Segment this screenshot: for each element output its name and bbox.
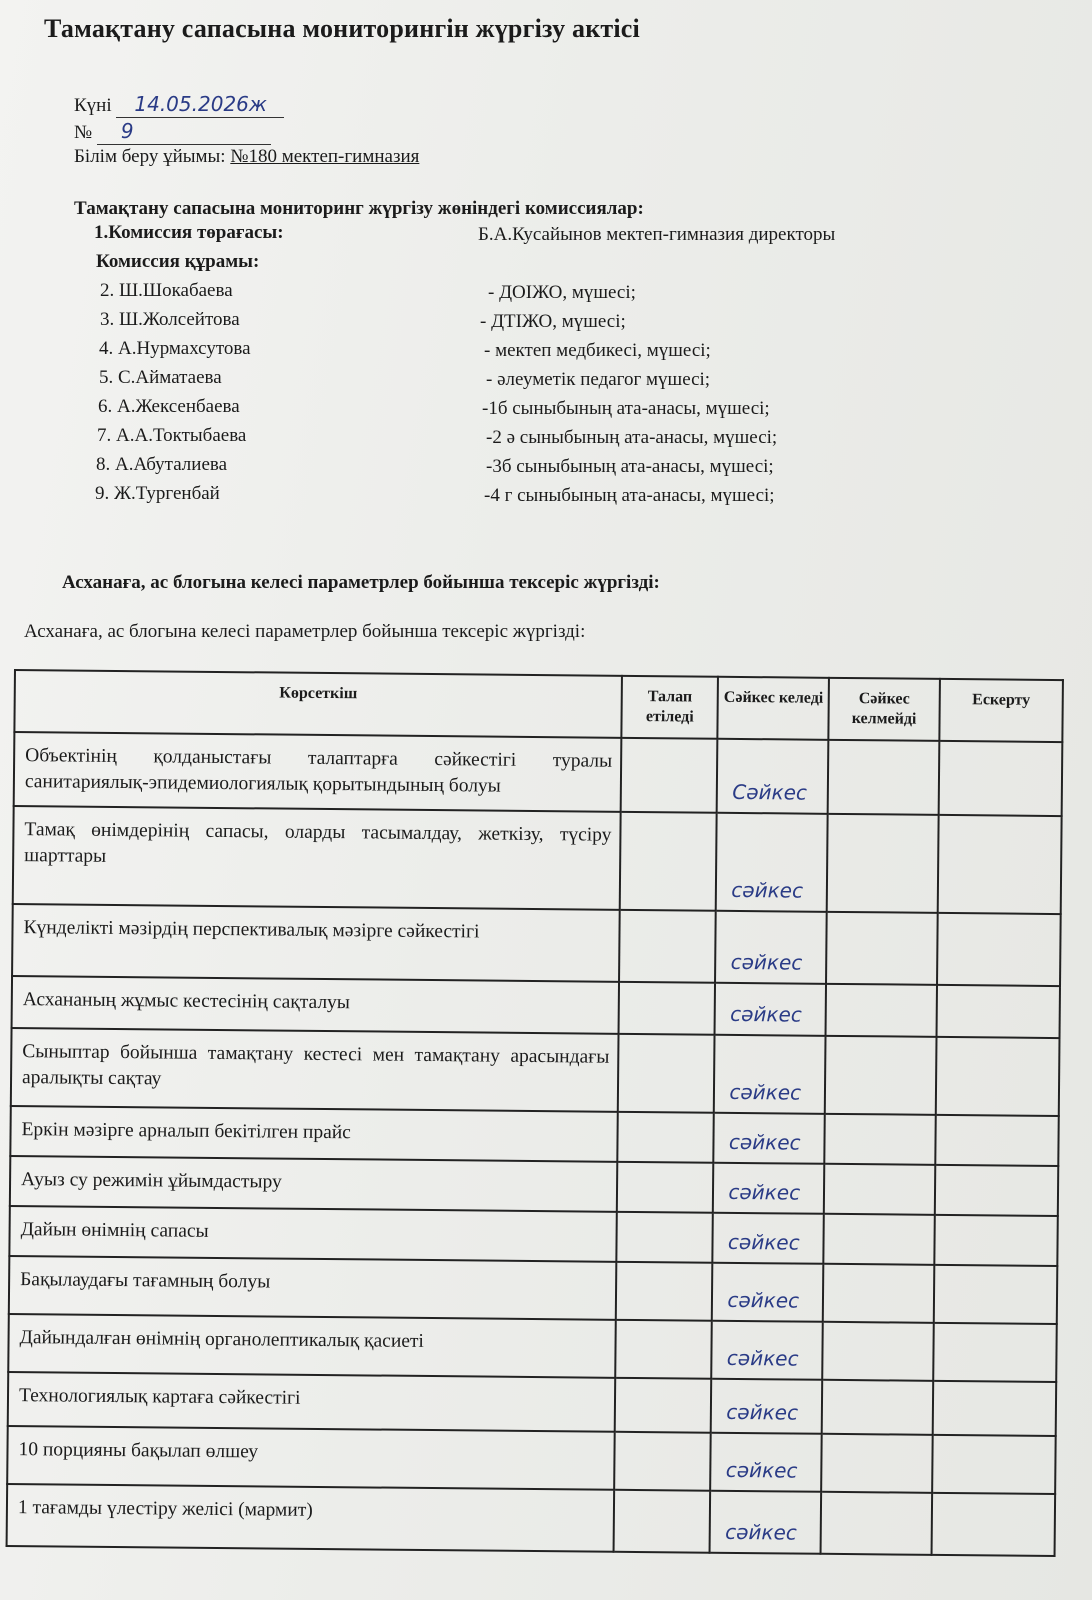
mismatch-cell bbox=[823, 1214, 934, 1265]
mismatch-cell bbox=[821, 1434, 932, 1493]
indicator-cell: Дайын өнімнің сапасы bbox=[9, 1206, 616, 1262]
required-cell bbox=[619, 910, 716, 983]
match-handwritten: сәйкес bbox=[725, 1457, 798, 1483]
required-cell bbox=[616, 1262, 713, 1321]
indicator-cell: Күнделікті мәзірдің перспективалық мәзірге сәйкестігі bbox=[12, 904, 620, 982]
indicator-cell: Сыныптар бойынша тамақтану кестесі мен тамақтану арасындағы аралықты сақтау bbox=[11, 1028, 619, 1112]
match-handwritten: сәйкес bbox=[727, 1229, 800, 1255]
required-cell bbox=[615, 1320, 712, 1379]
mismatch-cell bbox=[828, 740, 939, 815]
member-role: -2 ә сыныбының ата-анасы, мүшесі; bbox=[486, 427, 778, 448]
match-handwritten: сәйкес bbox=[725, 1519, 797, 1545]
indicator-cell: Еркін мәзірге арналып бекітілген прайс bbox=[10, 1106, 617, 1162]
member-name: 6. А.Жексенбаева bbox=[98, 396, 240, 417]
match-cell bbox=[711, 1433, 822, 1492]
chair-value: Б.А.Кусайынов мектеп-гимназия директоры bbox=[478, 224, 836, 245]
member-role: - әлеуметік педагог мүшесі; bbox=[486, 369, 711, 390]
match-handwritten: сәйкес bbox=[730, 1001, 802, 1027]
match-cell bbox=[714, 1113, 825, 1164]
date-label: Күні bbox=[74, 95, 112, 116]
note-cell bbox=[935, 1115, 1059, 1166]
required-cell bbox=[619, 982, 716, 1035]
member-name: 8. А.Абуталиева bbox=[96, 454, 228, 475]
indicator-cell: Асхананың жұмыс кестесінің сақталуы bbox=[12, 976, 620, 1034]
date-field bbox=[116, 92, 284, 118]
match-handwritten: сәйкес bbox=[730, 949, 803, 975]
mismatch-cell bbox=[824, 1114, 935, 1165]
table-row bbox=[11, 1028, 1060, 1116]
mismatch-cell bbox=[824, 1164, 935, 1215]
match-cell bbox=[711, 1379, 822, 1434]
indicator-cell: Технологиялық картаға сәйкестігі bbox=[8, 1372, 616, 1432]
mismatch-cell bbox=[823, 1264, 934, 1323]
member-name: 7. А.А.Токтыбаева bbox=[97, 425, 247, 446]
member-name: 5. С.Айматаева bbox=[99, 367, 222, 388]
member-name: 9. Ж.Тургенбай bbox=[95, 483, 220, 504]
match-cell bbox=[714, 1035, 825, 1114]
match-handwritten: Сәйкес bbox=[732, 779, 808, 805]
organization-line bbox=[74, 146, 419, 168]
match-cell bbox=[715, 983, 826, 1036]
match-handwritten: сәйкес bbox=[731, 877, 804, 903]
member-role: -4 г сыныбының ата-анасы, мүшесі; bbox=[484, 485, 775, 506]
member-name: 3. Ш.Жолсейтова bbox=[100, 309, 240, 330]
number-line bbox=[74, 119, 271, 145]
note-cell bbox=[935, 1165, 1059, 1216]
required-cell bbox=[617, 1112, 714, 1163]
member-role: - мектеп медбикесі, мүшесі; bbox=[484, 340, 711, 361]
table-row bbox=[7, 1426, 1056, 1494]
member-role: -1б сыныбының ата-анасы, мүшесі; bbox=[482, 398, 770, 419]
document-title: Тамақтану сапасына мониторингін жүргізу актісі bbox=[44, 14, 640, 43]
number-field bbox=[97, 119, 271, 145]
match-handwritten: сәйкес bbox=[729, 1079, 802, 1105]
note-cell bbox=[939, 741, 1063, 816]
members-label: Комиссия құрамы: bbox=[96, 251, 260, 272]
table-row bbox=[14, 732, 1063, 816]
inspection-heading: Асханаға, ас блогына келесі параметрлер бойынша тексеріс жүргізді: bbox=[62, 572, 660, 593]
table-row bbox=[8, 1372, 1056, 1436]
note-cell bbox=[931, 1493, 1055, 1556]
number-value: 9 bbox=[120, 119, 134, 143]
date-value: 14.05.2026ж bbox=[134, 92, 267, 116]
column-header: Көрсеткіш bbox=[14, 670, 622, 738]
indicator-cell: 1 тағамды үлестіру желісі (мармит) bbox=[7, 1484, 615, 1552]
member-role: -3б сыныбының ата-анасы, мүшесі; bbox=[486, 456, 774, 477]
mismatch-cell bbox=[825, 1036, 936, 1115]
required-cell bbox=[618, 1034, 715, 1113]
note-cell bbox=[934, 1215, 1058, 1266]
column-header: Талап етіледі bbox=[621, 676, 718, 739]
indicator-cell: Тамақ өнімдерінің сапасы, оларды тасымалдау, жеткізу, түсіру шарттары bbox=[13, 806, 621, 910]
match-cell bbox=[713, 1213, 824, 1264]
column-header: Ескерту bbox=[939, 679, 1063, 742]
indicator-cell: Объектінің қолданыстағы талаптарға сәйкестігі туралы санитариялық-эпидемиологиялық қорытындының болуы bbox=[14, 732, 622, 812]
inspection-table bbox=[6, 669, 1064, 1557]
column-header: Сәйкес келмейді bbox=[829, 678, 940, 741]
indicator-cell: 10 порцияны бақылап өлшеу bbox=[7, 1426, 615, 1490]
note-cell bbox=[936, 985, 1060, 1038]
indicator-cell: Дайындалған өнімнің органолептикалық қасиеті bbox=[8, 1314, 616, 1378]
indicator-cell: Ауыз су режимін ұйымдастыру bbox=[10, 1156, 617, 1212]
table-row bbox=[9, 1256, 1058, 1324]
date-line bbox=[74, 92, 284, 118]
table-header-row bbox=[14, 670, 1063, 742]
organization-value: №180 мектеп-гимназия bbox=[230, 146, 420, 167]
required-cell bbox=[614, 1490, 711, 1553]
match-cell bbox=[710, 1491, 821, 1554]
mismatch-cell bbox=[826, 984, 937, 1037]
organization-label: Білім беру ұйымы: bbox=[74, 146, 226, 167]
match-handwritten: сәйкес bbox=[728, 1129, 801, 1155]
match-cell bbox=[716, 813, 828, 912]
table-row bbox=[13, 806, 1062, 914]
match-cell bbox=[712, 1263, 823, 1322]
number-label: № bbox=[74, 122, 93, 143]
note-cell bbox=[936, 1037, 1060, 1116]
required-cell bbox=[615, 1378, 712, 1433]
note-cell bbox=[933, 1381, 1057, 1436]
member-role: - ДТІЖО, мүшесі; bbox=[480, 311, 626, 332]
required-cell bbox=[620, 812, 717, 911]
inspection-subheading: Асханаға, ас блогына келесі параметрлер бойынша тексеріс жүргізді: bbox=[24, 621, 586, 642]
required-cell bbox=[621, 738, 718, 813]
commission-heading: Тамақтану сапасына мониторинг жүргізу жөніндегі комиссиялар: bbox=[74, 198, 644, 219]
match-handwritten: сәйкес bbox=[728, 1179, 801, 1205]
table-row bbox=[7, 1484, 1056, 1556]
mismatch-cell bbox=[827, 814, 939, 913]
match-cell bbox=[713, 1163, 824, 1214]
note-cell bbox=[937, 913, 1061, 986]
mismatch-cell bbox=[821, 1492, 932, 1555]
indicator-cell: Бақылаудағы тағамның болуы bbox=[9, 1256, 617, 1320]
required-cell bbox=[616, 1212, 713, 1263]
mismatch-cell bbox=[822, 1380, 933, 1435]
note-cell bbox=[934, 1265, 1058, 1324]
mismatch-cell bbox=[826, 912, 937, 985]
note-cell bbox=[933, 1323, 1057, 1382]
match-cell bbox=[715, 911, 826, 984]
mismatch-cell bbox=[822, 1322, 933, 1381]
member-name: 2. Ш.Шокабаева bbox=[100, 280, 233, 301]
match-handwritten: сәйкес bbox=[726, 1399, 799, 1425]
chair-label: 1.Комиссия төрағасы: bbox=[94, 222, 284, 243]
required-cell bbox=[617, 1162, 714, 1213]
match-cell bbox=[712, 1321, 823, 1380]
column-header: Сәйкес келеді bbox=[718, 677, 829, 740]
note-cell bbox=[938, 815, 1062, 914]
match-handwritten: сәйкес bbox=[726, 1345, 799, 1371]
table-row bbox=[12, 904, 1061, 986]
member-name: 4. А.Нурмахсутова bbox=[99, 338, 251, 359]
required-cell bbox=[614, 1432, 711, 1491]
note-cell bbox=[932, 1435, 1056, 1494]
match-handwritten: сәйкес bbox=[727, 1287, 800, 1313]
table-row bbox=[8, 1314, 1057, 1382]
member-role: - ДОІЖО, мүшесі; bbox=[488, 282, 636, 303]
match-cell bbox=[717, 739, 828, 814]
